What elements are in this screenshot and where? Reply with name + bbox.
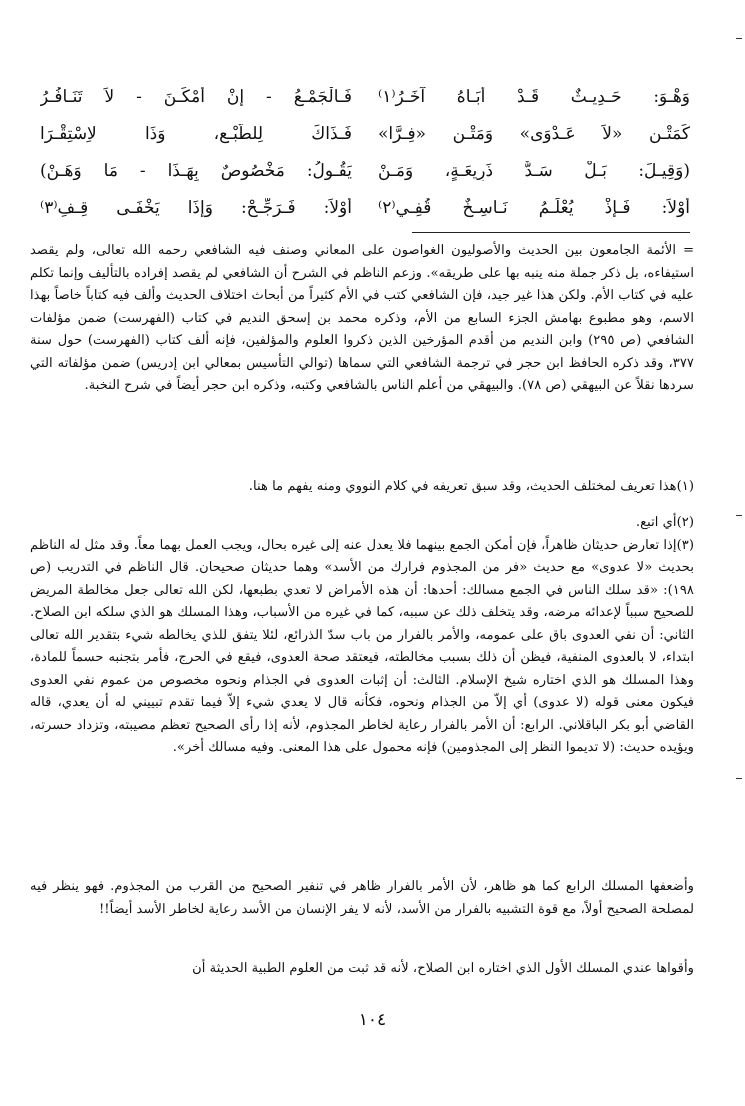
scan-edge-mark	[736, 778, 742, 779]
verse-second-hemistich: أَوْلاَ: فَـرَجِّـحْ: وَإِذَا يَخْفَـى قِـفِ⁽٣⁾	[40, 197, 352, 218]
footnote-1	[30, 476, 694, 499]
verse-row	[40, 78, 690, 115]
footnotes-2-3	[30, 512, 694, 760]
scan-edge-mark	[736, 38, 742, 39]
footnote-3-text: (٣)إذا تعارض حديثان ظاهراً، فإن أمكن الجمع بينهما فلا يعدل عنه إلى غيره بحال، ويجب العمل بهما معاً. وقد مثل له الناظم بحديث «لا عدوى» مع حديث «فر من المجذوم فرارك من الأسد» وهما حديثان صحيحان. قال الناظم في التدريب (ص ١٩٨): «قد سلك الناس في الجمع مسالك: أحدها: أن هذه الأمراض لا تعدي بطبعها، لكن الله تعالى جعل مخالطة المريض للصحيح سبباً لإعدائه مرضه، وقد يتخلف ذلك عن سببه، كما في غيره من الأسباب، وهذا المسلك هو الذي سلكه ابن الصلاح. الثاني: أن نفي العدوى باق على عمومه، والأمر بالفرار من باب سدّ الذرائع، لئلا يتفق للذي يخالطه شيء بتقدير الله تعالى ابتداء، لا بالعدوى المنفية، فيظن أن ذلك بسبب مخالطته، فيعتقد صحة العدوى، فيقع في الحرج، فأمر بتجنبه حسماً للمادة، وهذا المسلك هو الذي اختاره شيخ الإسلام. الثالث: أن إثبات العدوى في الجذام ونحوه مخصوص من عموم نفي العدوى فيكون معنى قوله (لا عدوى) أي إلاّ من الجذام ونحوه، فكأنه قال لا يعدي شيء إلاّ فيما تقدم تبييني له أن يعدي، قاله القاضي أبو بكر الباقلاني. الرابع: أن الأمر بالفرار رعاية لخاطر المجذوم، لأنه إذا رأى الصحيح تعظم مصيبته، وتزداد حسرته، ويؤيده حديث: (لا تديموا النظر إلى المجذومين) فإنه محمول على هذا المعنى. وفيه مسالك أخر».	[30, 537, 694, 755]
paragraph-strongest-text: وأقواها عندي المسلك الأول الذي اختاره ابن الصلاح، لأنه قد ثبت من العلوم الطبية الحديثة أن	[192, 961, 694, 976]
paragraph-weakest-text: وأضعفها المسلك الرابع كما هو ظاهر، لأن الأمر بالفرار ظاهر في تنفير الصحيح من القرب من المجذوم. فهو ينظر فيه لمصلحة الصحيح أولاً، مع قوة التشبيه بالفرار من الأسد، لأنه لا يفر الإنسان من الأسد رعاية لخاطر الأسد أيضاً!!	[30, 879, 694, 917]
verse-second-hemistich: فَـالْجَمْـعُ - إِنْ أَمْكَـنَ - لاَ تَنَـافُـرُ	[40, 86, 352, 107]
page-number: ١٠٤	[358, 1010, 387, 1030]
verse-row	[40, 189, 690, 226]
poem-verses	[40, 78, 690, 226]
verse-second-hemistich: يَقُـولُ: مَخْصُوصٌ بِهَـذَا - مَا وَهَـنْ)	[40, 160, 352, 181]
verse-second-hemistich: فَـذَاكَ لِلطَّبْـعِ، وَذَا لاِسْتِقْـرَا	[40, 123, 352, 144]
verse-first-hemistich: أَوْلاَ: فَـإِذْ يُعْلَـمُ نَـاسِـخٌ قُفِـي⁽٢⁾	[378, 197, 690, 218]
paragraph-weakest	[30, 876, 694, 921]
verse-first-hemistich: وَهْـوَ: حَـدِيـثٌ قَـدْ أَبَـاهُ آخَـرُ⁽١⁾	[378, 86, 690, 107]
scan-edge-mark	[736, 515, 742, 516]
footnote-2-text: (٢)أي اتبع.	[635, 515, 694, 530]
paragraph-strongest	[30, 958, 694, 981]
verse-row	[40, 152, 690, 189]
footnote-1-text: (١)هذا تعريف لمختلف الحديث، وقد سبق تعريفه في كلام النووي ومنه يفهم ما هنا.	[248, 479, 694, 494]
footnote-continued-text: = الأئمة الجامعون بين الحديث والأصوليون الغواصون على المعاني وصنف فيه الشافعي رحمه الله تعالى، ولم يقصد استيفاءه، بل ذكر جملة منه ينبه بها على طريقه». وزعم الناظم في الشرح أن الشافعي لم يقصد إفراده بالتأليف وإنما تكلم عليه في كتاب الأم. ولكن هذا غير جيد، فإن الشافعي كتب في الأم كثيراً من أبحاث اختلاف الحديث وألف فيه كتاباً خاصاً بهذا الاسم، وهو مطبوع بهامش الجزء السابع من الأم، وذكره محمد بن إسحق النديم في كتاب (الفهرست) ضمن مؤلفات الشافعي (ص ٢٩٥) وابن النديم من أقدم المؤرخين الذين ذكروا العلوم والمؤلفين، فإنه ألف كتاب (الفهرست) حول سنة ٣٧٧، وقد ذكره الحافظ ابن حجر في ترجمة الشافعي التي سماها (توالي التأسيس بمعالي ابن إدريس) ضمن مؤلفاته التي سردها نقلاً عن البيهقي (ص ٧٨). والبيهقي من أعلم الناس بالشافعي وكتبه، وذكره ابن حجر أيضاً في شرح النخبة.	[30, 243, 694, 393]
verse-row	[40, 115, 690, 152]
footnote-divider	[412, 232, 690, 233]
verse-first-hemistich: (وَقِيـلَ: بَـلْ سَـدٌّ ذَرِيعَـةٍ، وَمَـنْ	[378, 160, 690, 181]
footnote-continued	[30, 240, 694, 398]
verse-first-hemistich: كَمَتْـنِ «لاَ عَـدْوَى» وَمَتْـنِ «فِـرَّا»	[378, 123, 690, 144]
